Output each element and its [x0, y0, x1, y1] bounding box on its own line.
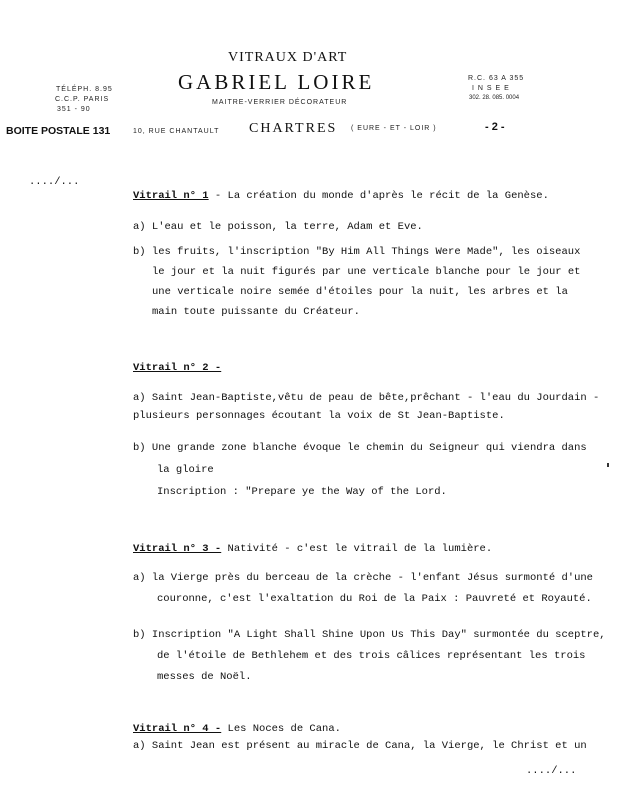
section-heading [133, 362, 221, 374]
letterhead-city: CHARTRES [249, 121, 338, 136]
letterhead-ccp-number: 351 - 90 [57, 106, 91, 113]
list-item: a) Saint Jean est présent au miracle de Cana, la Vierge, le Christ et un [133, 740, 587, 752]
list-item: couronne, c'est l'exaltation du Roi de la Paix : Pauvreté et Royauté. [157, 593, 592, 605]
list-item: messes de Noël. [157, 671, 252, 683]
section-subtitle: Nativité - c'est le vitrail de la lumière. [221, 543, 493, 555]
list-item: a) L'eau et le poisson, la terre, Adam et Eve. [133, 221, 423, 233]
page-number: - 2 - [485, 121, 505, 133]
list-item: main toute puissante du Créateur. [152, 306, 360, 318]
list-item: Inscription : "Prepare ye the Way of the Lord. [157, 486, 447, 498]
list-item: b) les fruits, l'inscription "By Him All Things Were Made", les oiseaux [133, 246, 581, 258]
margin-mark [607, 463, 609, 467]
list-item: a) la Vierge près du berceau de la crèche - l'enfant Jésus surmonté d'une [133, 572, 593, 584]
letterhead-phone: TÉLÉPH. 8.95 [56, 86, 113, 93]
list-item: le jour et la nuit figurés par une verticale blanche pour le jour et [152, 266, 581, 278]
section-title: Vitrail n° 1 [133, 190, 209, 202]
letterhead-region: ( EURE - ET - LOIR ) [351, 125, 437, 132]
list-item: plusieurs personnages écoutant la voix de St Jean-Baptiste. [133, 410, 505, 422]
list-item: a) Saint Jean-Baptiste,vêtu de peau de bête,prêchant - l'eau du Jourdain - [133, 392, 600, 404]
letterhead-company: VITRAUX D'ART [228, 50, 348, 65]
list-item: b) Inscription "A Light Shall Shine Upon Us This Day" surmontée du sceptre, [133, 629, 606, 641]
section-subtitle: - La création du monde d'après le récit de la Genèse. [208, 190, 549, 202]
section-subtitle: Les Noces de Cana. [221, 723, 341, 735]
list-item: la gloire [157, 464, 214, 476]
letterhead-box: BOITE POSTALE 131 [6, 125, 111, 137]
list-item: de l'étoile de Bethlehem et des trois câlices représentant les trois [157, 650, 586, 662]
letterhead-insee: I N S E E [472, 85, 510, 92]
section-heading [133, 190, 549, 202]
section-title: Vitrail n° 2 - [133, 362, 222, 374]
section-heading [133, 543, 492, 555]
section-title: Vitrail n° 3 - [133, 543, 222, 555]
letterhead-subtitle: MAITRE-VERRIER DÉCORATEUR [212, 99, 348, 106]
letterhead-street: 10, RUE CHANTAULT [133, 128, 220, 135]
section-title: Vitrail n° 4 - [133, 723, 222, 735]
letterhead-ccp-label: C.C.P. PARIS [55, 96, 110, 103]
continuation-bottom: ..../... [526, 765, 577, 777]
continuation-top: ..../... [29, 176, 80, 188]
letterhead-insee-number: 302. 28. 085. 0004 [469, 95, 520, 101]
letterhead-name: GABRIEL LOIRE [178, 70, 375, 94]
list-item: une verticale noire semée d'étoiles pour la nuit, les arbres et la [152, 286, 568, 298]
section-heading [133, 723, 341, 735]
letterhead-rc: R.C. 63 A 355 [468, 75, 525, 82]
list-item: b) Une grande zone blanche évoque le chemin du Seigneur qui viendra dans [133, 442, 587, 454]
